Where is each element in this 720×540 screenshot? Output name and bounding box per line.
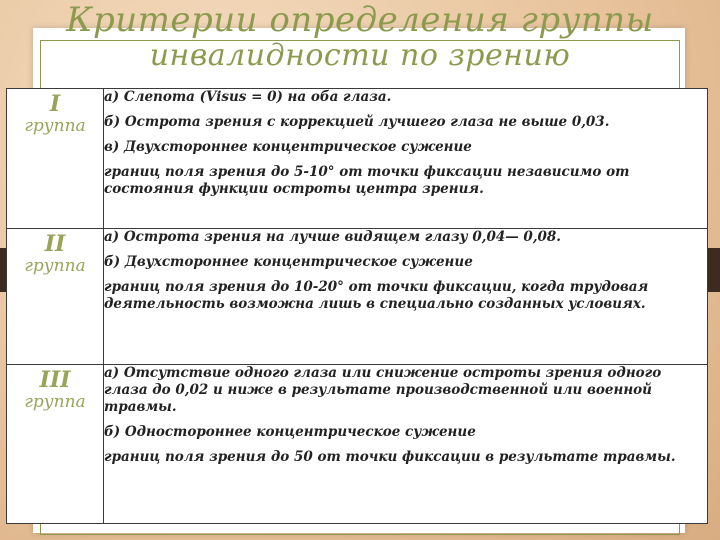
group-number: III	[39, 367, 71, 393]
table-row-group-2	[7, 229, 708, 365]
criterion-line: а) Слепота (Visus = 0) на оба глаза.	[104, 89, 392, 105]
criterion-line: границ поля зрения до 10-20° от точки фиксации, когда трудовая деятельность возможна лишь в специально созданных условиях.	[104, 279, 649, 312]
group-label: группа	[24, 392, 86, 412]
criteria-cell	[104, 89, 708, 229]
slide-title	[40, 2, 680, 74]
criterion-line: б) Острота зрения с коррекцией лучшего глаза не выше 0,03.	[104, 114, 610, 130]
group-label: группа	[24, 256, 86, 276]
criterion-line: а) Отсутствие одного глаза или снижение остроты зрения одного глаза до 0,02 и ниже в результате производственной или военной травмы.	[104, 365, 662, 415]
criterion-line: б) Двухстороннее концентрическое сужение	[104, 254, 473, 270]
criterion-line: границ поля зрения до 50 от точки фиксации в результате травмы.	[104, 449, 676, 465]
title-line-1: Критерии определения группы	[66, 0, 654, 40]
group-cell	[7, 365, 104, 524]
criterion-line: б) Одностороннее концентрическое сужение	[104, 424, 476, 440]
criterion-line: а) Острота зрения на лучше видящем глазу 0,04— 0,08.	[104, 229, 562, 245]
criterion-line: в) Двухстороннее концентрическое сужение	[104, 139, 472, 155]
criteria-cell	[104, 229, 708, 365]
criteria-cell	[104, 365, 708, 524]
group-cell	[7, 89, 104, 229]
table-row-group-3	[7, 365, 708, 524]
group-number: II	[44, 231, 66, 257]
criterion-line: границ поля зрения до 5-10° от точки фиксации независимо от состояния функции остроты центра зрения.	[104, 164, 630, 197]
group-cell	[7, 229, 104, 365]
table-row-group-1	[7, 89, 708, 229]
title-line-2: инвалидности по зрению	[149, 38, 571, 73]
group-label: группа	[24, 116, 86, 136]
group-number: I	[49, 91, 61, 117]
criteria-table	[6, 88, 708, 524]
